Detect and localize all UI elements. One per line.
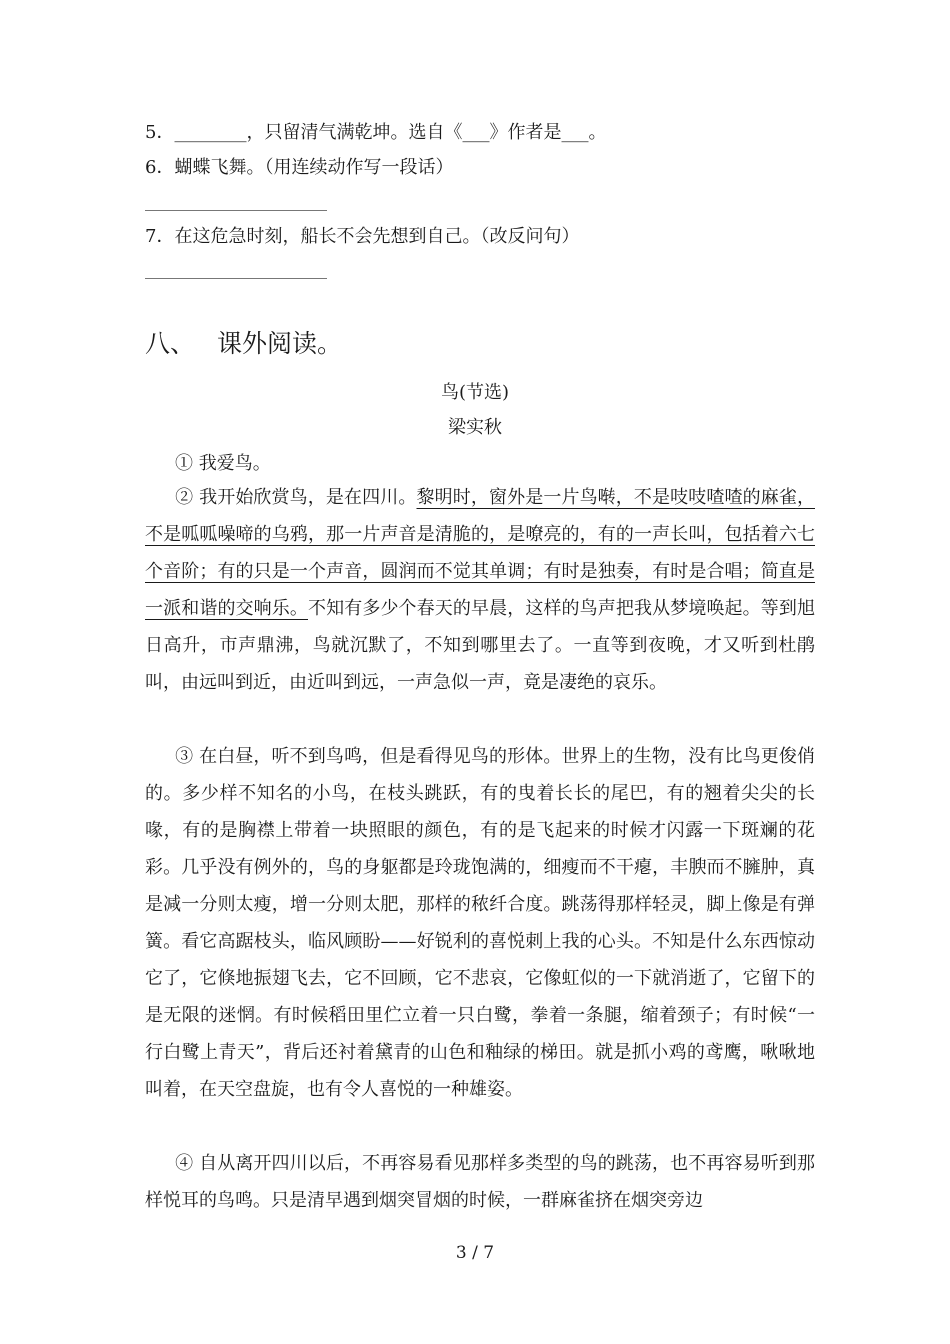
paragraph-2: [145, 479, 815, 701]
answer-line-6[interactable]: [145, 210, 327, 211]
paragraph-2-rest: 不知有多少个春天的早晨，这样的鸟声把我从梦境唤起。等到旭日高升，市声鼎沸，鸟就沉默了，不知到哪里去了。一直等到夜晚，才又听到杜鹃叫，由远叫到近，由近叫到远，一声急似一声，竟是凄绝的哀乐。: [145, 598, 815, 693]
section-heading: [145, 328, 342, 360]
underlined-passage: 黎明时，窗外是一片鸟啭，不是吱吱喳喳的麻雀，不是呱呱噪啼的乌鸦，那一片声音是清脆的，是嘹亮的，有的一声长叫，包括着六七个音阶；有的只是一个声音，圆润而不觉其单调；有时是独奏，有时是合唱；简直是一派和谐的交响乐。: [145, 487, 815, 619]
section-title: 课外阅读。: [217, 329, 343, 358]
paragraph-2-intro: ② 我开始欣赏鸟，是在四川。: [175, 487, 417, 508]
paragraph-1: [145, 445, 815, 482]
answer-line-7[interactable]: [145, 278, 327, 279]
article-title: 鸟(节选): [440, 382, 510, 403]
paragraph-4-text: ④ 自从离开四川以后，不再容易看见那样多类型的鸟的跳荡，也不再容易听到那样悦耳的鸟鸣。只是清早遇到烟突冒烟的时候，一群麻雀挤在烟突旁边: [145, 1153, 815, 1211]
article-author: 梁实秋: [448, 417, 502, 438]
section-number: 八、: [145, 329, 196, 358]
paragraph-3-text: ③ 在白昼，听不到鸟鸣，但是看得见鸟的形体。世界上的生物，没有比鸟更俊俏的。多少样不知名的小鸟，在枝头跳跃，有的曳着长长的尾巴，有的翘着尖尖的长喙，有的是胸襟上带着一块照眼的颜色，有的是飞起来的时候才闪露一下斑斓的花彩。几乎没有例外的，鸟的身躯都是玲珑饱满的，细瘦而不干瘪，丰腴而不臃肿，真是减一分则太瘦，增一分则太肥，那样的秾纤合度。跳荡得那样轻灵，脚上像是有弹簧。看它高踞枝头，临风顾盼——好锐利的喜悦刺上我的心头。不知是什么东西惊动它了，它倏地振翅飞去，它不回顾，它不悲哀，它像虹似的一下就消逝了，它留下的是无限的迷惘。有时候稻田里伫立着一只白鹭，拳着一条腿，缩着颈子；有时候“一行白鹭上青天”，背后还衬着黛青的山色和釉绿的梯田。就是抓小鸡的鸢鹰，啾啾地叫着，在天空盘旋，也有令人喜悦的一种雄姿。: [145, 746, 815, 1100]
question-5: 5．________，只留清气满乾坤。选自《___》作者是___。: [145, 122, 607, 143]
paragraph-3: [145, 738, 815, 1108]
page-number: 3 / 7: [455, 1243, 495, 1263]
paragraph-1-text: ① 我爱鸟。: [175, 453, 271, 474]
question-6: 6．蝴蝶飞舞。（用连续动作写一段话）: [145, 157, 454, 178]
paragraph-4: [145, 1145, 815, 1219]
question-7: 7．在这危急时刻，船长不会先想到自己。（改反问句）: [145, 226, 580, 247]
